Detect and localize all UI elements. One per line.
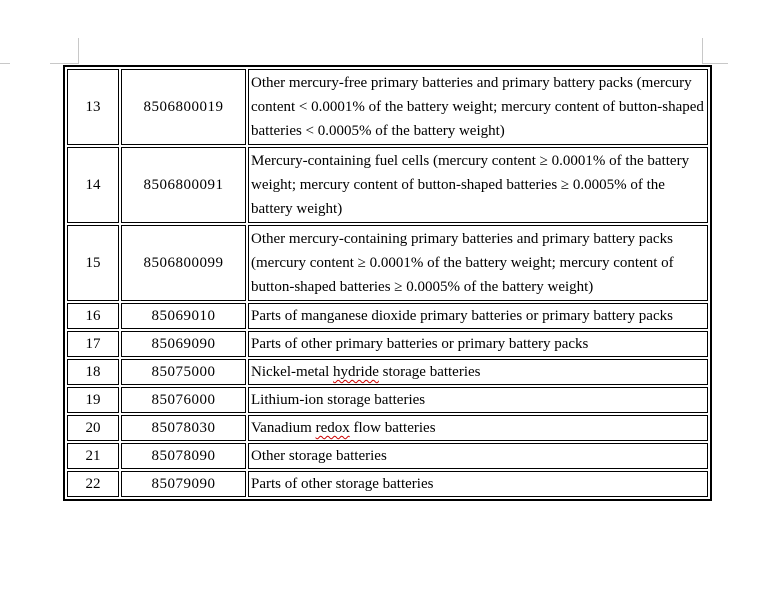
- description-text: flow batteries: [349, 420, 436, 436]
- table-row: [67, 225, 708, 301]
- table-row: [67, 359, 708, 385]
- description-cell[interactable]: [248, 387, 708, 413]
- description-cell[interactable]: [248, 147, 708, 223]
- description-cell[interactable]: [248, 415, 708, 441]
- description-text: Nickel-metal: [251, 364, 334, 380]
- hs-code-cell[interactable]: 85069090: [121, 331, 246, 357]
- description-cell[interactable]: [248, 359, 708, 385]
- hs-code-cell[interactable]: 85075000: [121, 359, 246, 385]
- table-row: [67, 147, 708, 223]
- description-text: Other mercury-containing primary batteries and primary battery packs (mercury content ≥ 0.0001% of the battery weight; mercury content of button-shaped batteries ≥ 0.0005% of the battery weight): [251, 231, 674, 295]
- table-row: [67, 443, 708, 469]
- text-boundary-mark: [78, 38, 79, 64]
- row-number-cell[interactable]: 14: [67, 147, 119, 223]
- hs-code-cell[interactable]: 85069010: [121, 303, 246, 329]
- text-boundary-mark: [0, 63, 10, 64]
- description-cell[interactable]: [248, 303, 708, 329]
- row-number-cell[interactable]: 21: [67, 443, 119, 469]
- row-number-cell[interactable]: 17: [67, 331, 119, 357]
- row-number-cell[interactable]: 16: [67, 303, 119, 329]
- description-text: Other mercury-free primary batteries and primary battery packs (mercury content < 0.0001% of the battery weight; mercury content of button-shaped batteries < 0.0005% of the battery weight): [251, 75, 704, 139]
- hs-code-battery-table: [63, 65, 712, 501]
- hs-code-cell[interactable]: 8506800099: [121, 225, 246, 301]
- description-text: Lithium-ion storage batteries: [251, 392, 426, 408]
- row-number-cell[interactable]: 22: [67, 471, 119, 497]
- row-number-cell[interactable]: 15: [67, 225, 119, 301]
- table-row: [67, 69, 708, 145]
- description-cell[interactable]: [248, 331, 708, 357]
- text-boundary-mark: [702, 63, 728, 64]
- description-text: Mercury-containing fuel cells (mercury content ≥ 0.0001% of the battery weight; mercury content of button-shaped batteries ≥ 0.0005% of the battery weight): [251, 153, 690, 217]
- description-text: Vanadium: [251, 420, 316, 436]
- hs-code-cell[interactable]: 85078090: [121, 443, 246, 469]
- table-row: [67, 387, 708, 413]
- misspelled-word: hydride: [333, 364, 379, 380]
- description-text: Parts of other primary batteries or primary battery packs: [251, 336, 589, 352]
- row-number-cell[interactable]: 19: [67, 387, 119, 413]
- description-cell[interactable]: [248, 69, 708, 145]
- description-text: storage batteries: [378, 364, 481, 380]
- hs-code-cell[interactable]: 85079090: [121, 471, 246, 497]
- hs-code-cell[interactable]: 8506800019: [121, 69, 246, 145]
- row-number-cell[interactable]: 18: [67, 359, 119, 385]
- hs-code-cell[interactable]: 85076000: [121, 387, 246, 413]
- description-text: Other storage batteries: [251, 448, 387, 464]
- table-row: [67, 415, 708, 441]
- table-row: [67, 471, 708, 497]
- row-number-cell[interactable]: 13: [67, 69, 119, 145]
- description-cell[interactable]: [248, 471, 708, 497]
- row-number-cell[interactable]: 20: [67, 415, 119, 441]
- description-text: Parts of other storage batteries: [251, 476, 434, 492]
- table-row: [67, 331, 708, 357]
- hs-code-cell[interactable]: 8506800091: [121, 147, 246, 223]
- description-cell[interactable]: [248, 443, 708, 469]
- text-boundary-mark: [702, 38, 703, 64]
- hs-code-cell[interactable]: 85078030: [121, 415, 246, 441]
- misspelled-word: redox: [315, 420, 350, 436]
- description-text: Parts of manganese dioxide primary batteries or primary battery packs: [251, 308, 673, 324]
- text-boundary-mark: [50, 63, 78, 64]
- table-row: [67, 303, 708, 329]
- description-cell[interactable]: [248, 225, 708, 301]
- hs-code-table-body: [67, 69, 708, 497]
